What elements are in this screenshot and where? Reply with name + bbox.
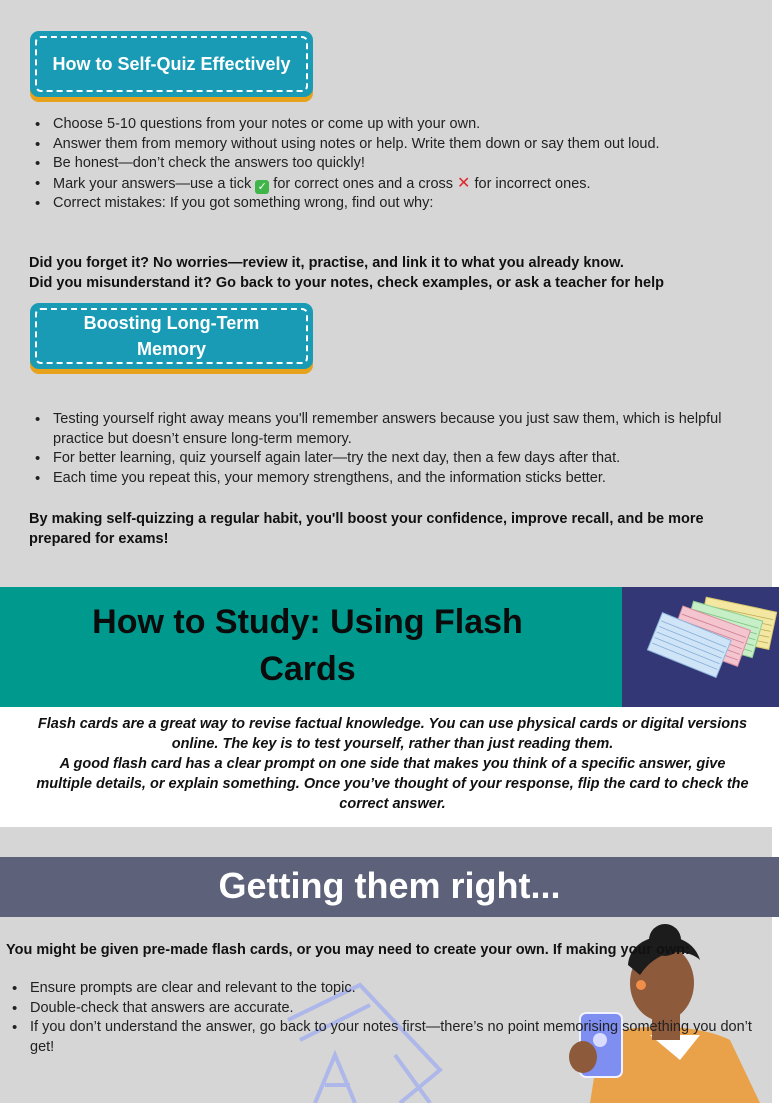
memory-closing: By making self-quizzing a regular habit, you'll boost your confidence, improve recall, and be more prepared for exams! [29,511,704,547]
mark-text-a: Mark your answers—use a tick [53,175,256,192]
list-item: • Correct mistakes: If you got something wrong, find out why: [33,194,693,214]
list-item: • Double-check that answers are accurate. [10,999,779,1019]
getting-right-band [0,857,779,917]
list-item: • Testing yourself right away means you'll remember answers because you just saw them, which is helpful practice but doesn’t ensure long-term memory. [33,410,733,449]
mark-text-c: for incorrect ones. [470,175,591,192]
getting-right-intro: You might be given pre-made flash cards, or you may need to create your own. If making your own: [6,942,690,958]
intro-line: A good flash card has a clear prompt on one side that makes you think of a specific answer, give multiple details, or explain something. Once you’ve thought of your response, flip the card to check the correct answer. [36,756,749,812]
getting-right-list [10,979,779,1057]
list-item: • Be honest—don’t check the answers too quickly! [33,154,693,174]
flash-cards-title: How to Study: Using Flash Cards [92,603,523,688]
list-item: • For better learning, quiz yourself again later—try the next day, then a few days after that. [33,449,733,469]
misunderstand-line: Did you misunderstand it? Go back to your notes, check examples, or ask a teacher for help [29,275,664,291]
list-item: • Answer them from memory without using notes or help. Write them down or say them out loud. [33,135,693,155]
self-quiz-heading: How to Self-Quiz Effectively [52,54,291,74]
forget-line: Did you forget it? No worries—review it, practise, and link it to what you already know. [29,255,624,271]
check-icon: ✓ [255,180,269,194]
getting-right-heading: Getting them right... [218,865,561,906]
list-item: • Choose 5-10 questions from your notes or come up with your own. [33,115,693,135]
cross-icon: ✕ [457,174,471,192]
memory-heading: Boosting Long-Term Memory [83,313,260,359]
list-item: • Ensure prompts are clear and relevant to the topic. [10,979,779,999]
intro-line: Flash cards are a great way to revise factual knowledge. You can use physical cards or digital versions online. The key is to test yourself, rather than just reading them. [37,716,748,752]
list-item: • Each time you repeat this, your memory strengthens, and the information sticks better. [33,469,733,489]
mark-text-b: for correct ones and a cross [269,175,458,192]
list-item: • If you don’t understand the answer, go back to your notes first—there’s no point memorising something you don’t get! [10,1018,779,1057]
